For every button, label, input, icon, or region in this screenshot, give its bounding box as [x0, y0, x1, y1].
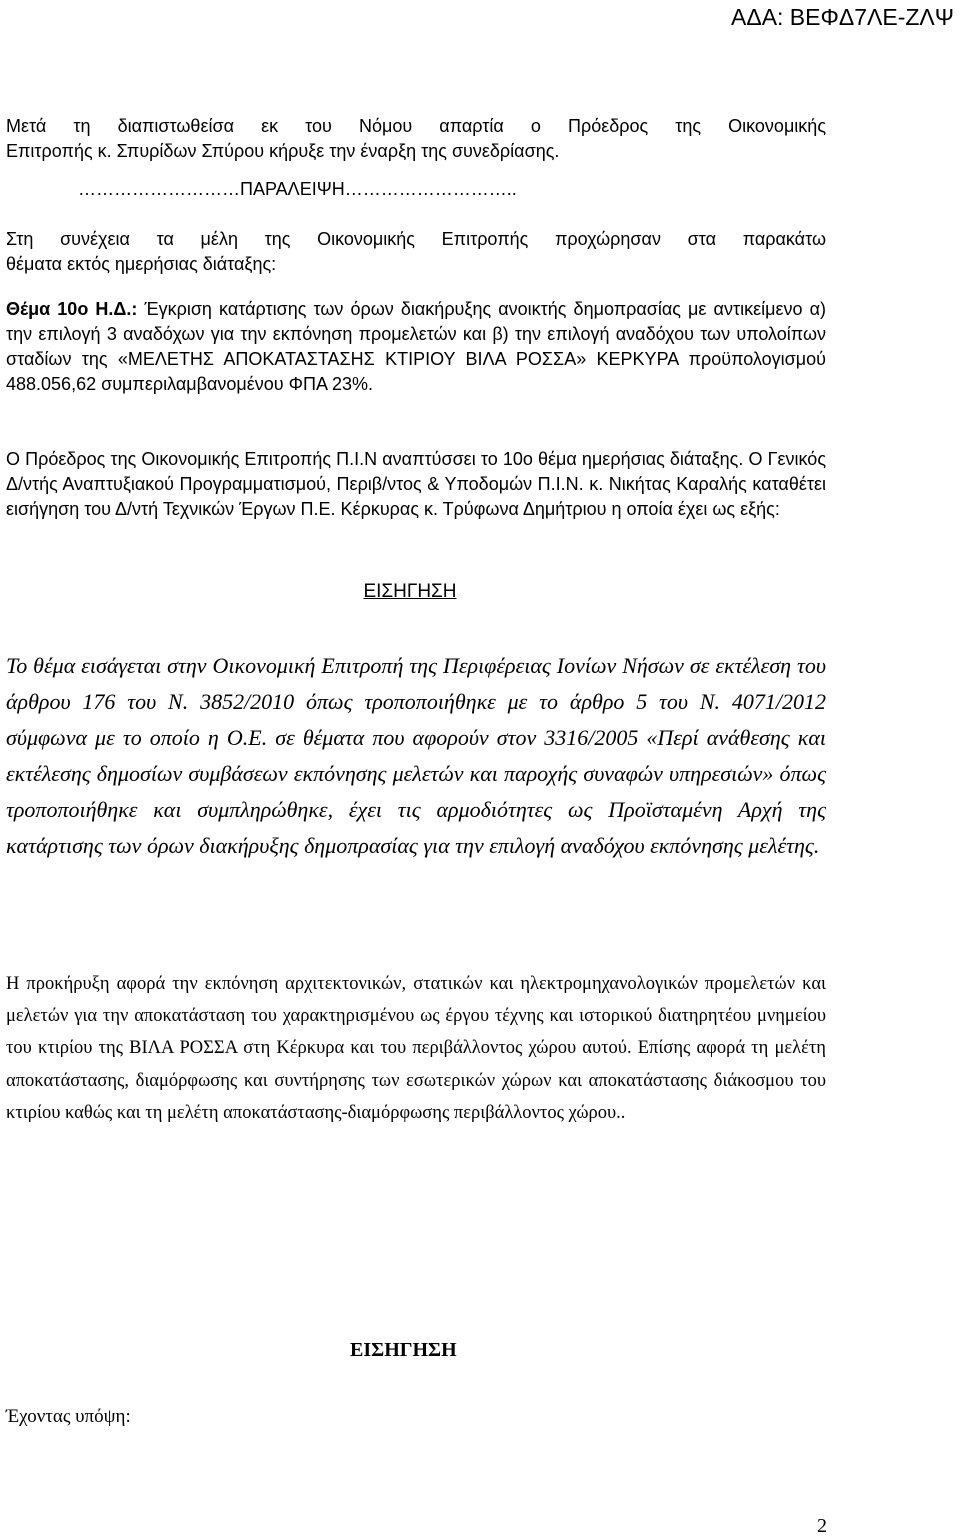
intro-line-1: Μετά τη διαπιστωθείσα εκ του Νόμου απαρτία ο Πρόεδρος της Οικονομικής: [6, 116, 826, 136]
ada-code: ΑΔΑ: ΒΕΦΔ7ΛΕ-ΖΛΨ: [730, 4, 954, 30]
topic-paragraph: [6, 297, 826, 397]
page-number: 2: [817, 1515, 827, 1537]
omitted-marker: ………………………ΠΑΡΑΛΕΙΨΗ………………………..: [78, 179, 517, 199]
continuation-line-2: θέματα εκτός ημερήσιας διάταξης:: [6, 254, 277, 274]
topic-text: Έγκριση κατάρτισης των όρων διακήρυξης ανοικτής δημοπρασίας με αντικείμενο α) την επιλογή 3 αναδόχων για την εκπόνηση προμελετών και β) την επιλογή αναδόχου των υπολοίπων σταδίων της «ΜΕΛΕΤΗΣ ΑΠΟΚΑΤΑΣΤΑΣΗΣ ΚΤΙΡΙΟΥ ΒΙΛΑ ΡΟΣΣΑ» ΚΕΡΚΥΡΑ προϋπολογισμού 488.056,62 συμπεριλαμβανομένου ΦΠΑ 23%.: [6, 299, 826, 394]
topic-label: Θέμα 10ο Η.Δ.:: [6, 299, 138, 319]
recommendation-heading: ΕΙΣΗΓΗΣΗ: [363, 581, 457, 602]
recommendation-body-paragraph: Η προκήρυξη αφορά την εκπόνηση αρχιτεκτονικών, στατικών και ηλεκτρομηχανολογικών προμελετών και μελετών για την αποκατάσταση του χαρακτηρισμένου ως έργου τέχνης και ιστορικού διατηρητέου μνημείου του κτιρίου της ΒΙΛΑ ΡΟΣΣΑ στη Κέρκυρα και του περιβάλλοντος χώρου αυτού. Επίσης αφορά τη μελέτη αποκατάστασης, διαμόρφωσης και συντήρησης των εσωτερικών χώρων και αποκατάστασης διάκοσμου του κτιρίου καθώς και τη μελέτη αποκατάστασης-διαμόρφωσης περιβάλλοντος χώρου..: [6, 974, 826, 1123]
having-regard-label: Έχοντας υπόψη:: [6, 1406, 131, 1427]
recommendation-heading-2: ΕΙΣΗΓΗΣΗ: [350, 1339, 457, 1361]
presentation-paragraph: Ο Πρόεδρος της Οικονομικής Επιτροπής Π.Ι.Ν αναπτύσσει το 10ο θέμα ημερήσιας διάταξης. Ο Γενικός Δ/ντής Αναπτυξιακού Προγραμματισμού, Περιβ/ντος & Υποδομών Π.Ι.Ν. κ. Νικήτας Καραλής καταθέτει εισήγηση του Δ/ντή Τεχνικών Έργων Π.Ε. Κέρκυρας κ. Τρύφωνα Δημήτριου η οποία έχει ως εξής:: [6, 449, 826, 519]
continuation-line-1: Στη συνέχεια τα μέλη της Οικονομικής Επιτροπής προχώρησαν στα παρακάτω: [6, 229, 826, 249]
intro-line-2: Επιτροπής κ. Σπυρίδων Σπύρου κήρυξε την έναρξη της συνεδρίασης.: [6, 141, 560, 161]
recommendation-italic-paragraph: Το θέμα εισάγεται στην Οικονομική Επιτροπή της Περιφέρειας Ιονίων Νήσων σε εκτέλεση του άρθρου 176 του Ν. 3852/2010 όπως τροποποιήθηκε με το άρθρο 5 του Ν. 4071/2012 σύμφωνα με το οποίο η Ο.Ε. σε θέματα που αφορούν στον 3316/2005 «Περί ανάθεσης και εκτέλεσης δημοσίων συμβάσεων εκπόνησης μελετών και παροχής συναφών υπηρεσιών» όπως τροποποιήθηκε και συμπληρώθηκε, έχει τις αρμοδιότητες ως Προϊσταμένη Αρχή της κατάρτισης των όρων διακήρυξης δημοπρασίας για την επιλογή αναδόχου εκπόνησης μελέτης.: [6, 653, 826, 858]
